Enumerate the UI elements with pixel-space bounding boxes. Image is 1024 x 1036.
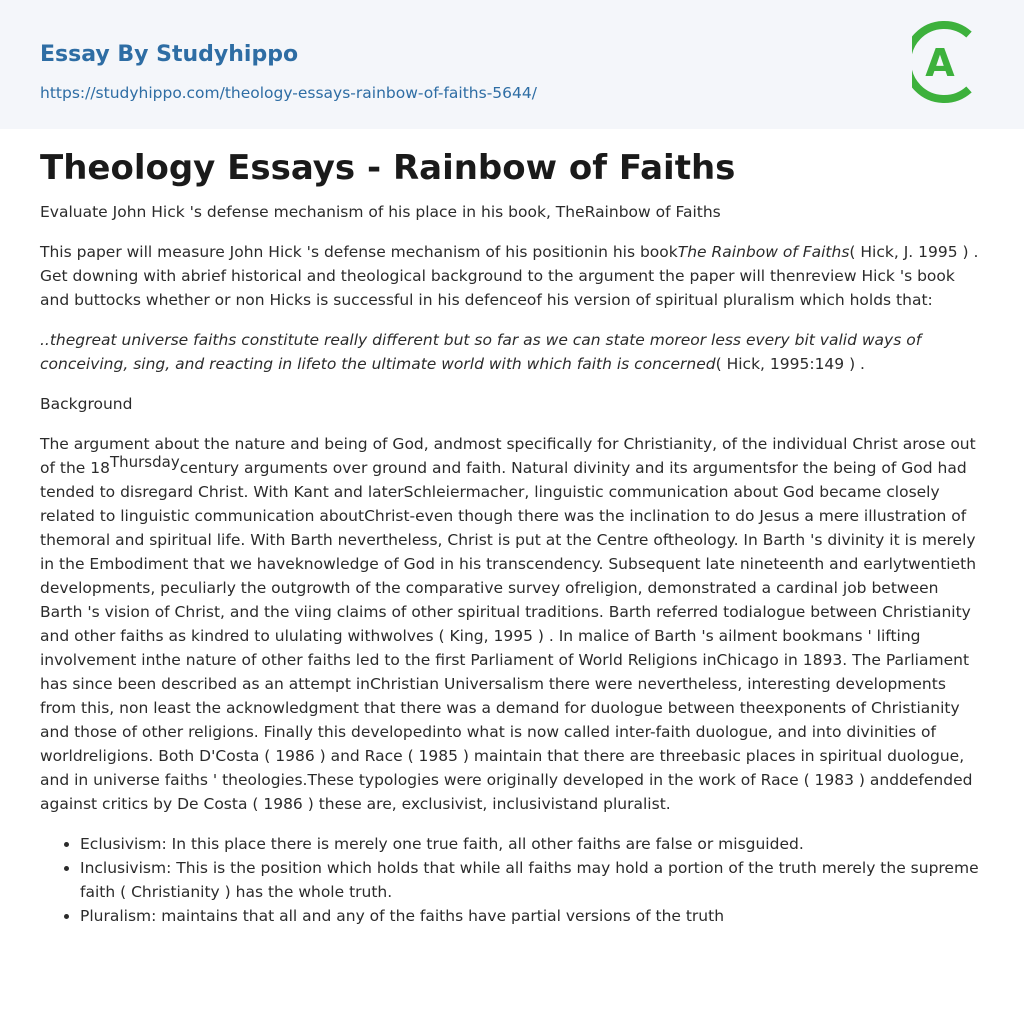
article (40, 140, 985, 928)
source-url-link[interactable]: https://studyhippo.com/theology-essays-rainbow-of-faiths-5644/ (40, 84, 537, 102)
intro-paragraph (40, 240, 985, 312)
background-text-start: The argument about the nature and being of God, andmost specifically for Christianity, of the individual Christ arose out of the 18 (40, 435, 976, 477)
book-title: The Rainbow of Faiths (677, 243, 850, 261)
list-item-pluralism: • Pluralism: maintains that all and any of the faiths have partial versions of the truth (80, 904, 985, 928)
quote-citation: ( Hick, 1995:149 ) . (715, 355, 865, 373)
intro-text-start: This paper will measure John Hick 's defense mechanism of his positionin his book (40, 243, 678, 261)
brand-title[interactable]: Essay By Studyhippo (40, 42, 299, 67)
intro-text-end: ( Hick, J. 1995 ) . Get downing with abrief historical and theological background to the argument the paper will thenreview Hick 's book and buttocks whether or non Hicks is successful in his defenceof his version of spiritual pluralism which holds that: (40, 243, 979, 309)
list-item-inclusivism: • Inclusivism: This is the position which holds that while all faiths may hold a portion of the truth merely the supreme faith ( Christianity ) has the whole truth. (80, 856, 985, 904)
list-item-exclusivism: • Eclusivism: In this place there is merely one true faith, all other faiths are false or misguided. (80, 832, 985, 856)
logo-letter: A (925, 41, 955, 85)
quote-text: ..thegreat universe faiths constitute really different but so far as we can state moreor less every bit valid ways of conceiving, sing, and reacting in lifeto the ultimate world with which faith is concerned (40, 331, 922, 373)
century-superscript: Thursday (109, 453, 180, 471)
background-text-end: century arguments over ground and faith. Natural divinity and its argumentsfor the being of God had tended to disregard Christ. With Kant and laterSchleiermacher, linguistic communication about God became closely related to linguistic communication aboutChrist-even though there was the inclination to do Jesus a mere illustration of themoral and spiritual life. With Barth nevertheless, Christ is put at the Centre oftheology. In Barth 's divinity it is merely in the Embodiment that we haveknowledge of God in his transcendency. Subsequent late nineteenth and earlytwentieth developments, peculiarly the outgrowth of the comparative survey ofreligion, demonstrated a cardinal job between Barth 's vision of Christ, and the viing claims of other spiritual traditions. Barth referred todialogue between Christianity and other faiths as kindred to ululating withwolves ( King, 1995 ) . In malice of Barth 's ailment bookmans ' lifting involvement inthe nature of other faiths led to the first Parliament of World Religions inChicago in 1893. The Parliament has since been described as an attempt inChristian Universalism there were nevertheless, interesting developments from this, non least the acknowledgment that there was a demand for duologue between theexponents of Christianity and those of other religions. Finally this developedinto what is now called inter-faith duologue, and into divinities of worldreligions. Both D'Costa ( 1986 ) and Race ( 1985 ) maintain that there are threebasic places in spiritual duologue, and in universe faiths ' theologies.These typologies were originally developed in the work of Race ( 1983 ) anddefended against critics by De Costa ( 1986 ) these are, exclusivist, inclusivistand pluralist. (40, 459, 977, 813)
article-subtitle: Evaluate John Hick 's defense mechanism of his place in his book, TheRainbow of Faiths (40, 203, 721, 221)
site-header (0, 0, 1024, 129)
typology-list (40, 832, 985, 928)
background-paragraph (40, 432, 985, 816)
block-quote (40, 328, 985, 376)
section-heading-background: Background (40, 395, 133, 413)
studyhippo-logo-icon[interactable] (912, 20, 986, 104)
article-title: Theology Essays - Rainbow of Faiths (40, 148, 736, 188)
